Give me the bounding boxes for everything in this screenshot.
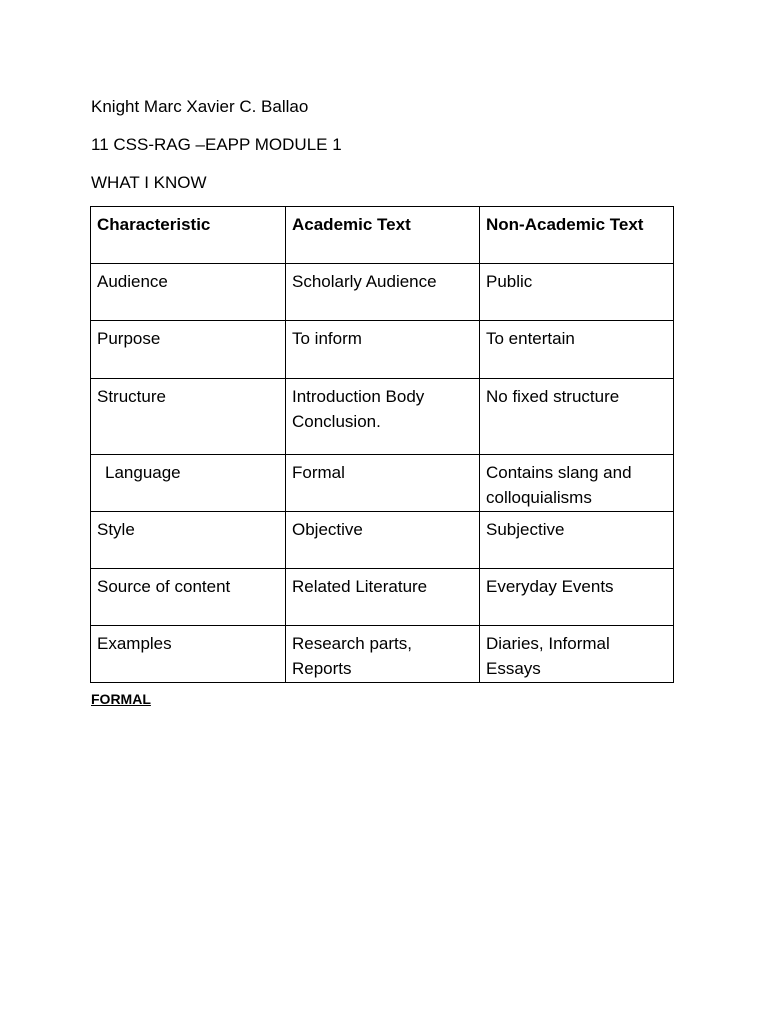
table-header-row	[91, 207, 674, 264]
row-characteristic: Audience	[91, 264, 286, 321]
row-characteristic: Purpose	[91, 321, 286, 379]
row-non-academic: Subjective	[480, 512, 674, 569]
row-non-academic: Public	[480, 264, 674, 321]
row-academic: Scholarly Audience	[286, 264, 480, 321]
author-name: Knight Marc Xavier C. Ballao	[91, 97, 309, 116]
row-characteristic: Structure	[91, 379, 286, 455]
row-academic: To inform	[286, 321, 480, 379]
section-heading: WHAT I KNOW	[91, 173, 207, 192]
row-characteristic: Language	[91, 455, 286, 512]
column-header-characteristic: Characteristic	[91, 207, 286, 264]
row-characteristic: Style	[91, 512, 286, 569]
footer-underlined-word: FORMAL	[91, 691, 151, 707]
row-characteristic: Examples	[91, 626, 286, 683]
row-academic: Research parts, Reports	[286, 626, 480, 683]
row-academic: Related Literature	[286, 569, 480, 626]
table-row	[91, 455, 674, 512]
table-row	[91, 626, 674, 683]
row-non-academic: To entertain	[480, 321, 674, 379]
row-non-academic: No fixed structure	[480, 379, 674, 455]
row-academic: Objective	[286, 512, 480, 569]
row-academic: Formal	[286, 455, 480, 512]
row-academic: Introduction Body Conclusion.	[286, 379, 480, 455]
row-non-academic: Diaries, Informal Essays	[480, 626, 674, 683]
table-row	[91, 321, 674, 379]
table-row	[91, 512, 674, 569]
column-header-academic: Academic Text	[286, 207, 480, 264]
table-row	[91, 264, 674, 321]
module-title: 11 CSS-RAG –EAPP MODULE 1	[91, 135, 342, 154]
column-header-non-academic: Non-Academic Text	[480, 207, 674, 264]
row-characteristic: Source of content	[91, 569, 286, 626]
comparison-table	[90, 206, 674, 683]
table-row	[91, 379, 674, 455]
row-non-academic: Everyday Events	[480, 569, 674, 626]
row-non-academic: Contains slang and colloquialisms	[480, 455, 674, 512]
table-row	[91, 569, 674, 626]
